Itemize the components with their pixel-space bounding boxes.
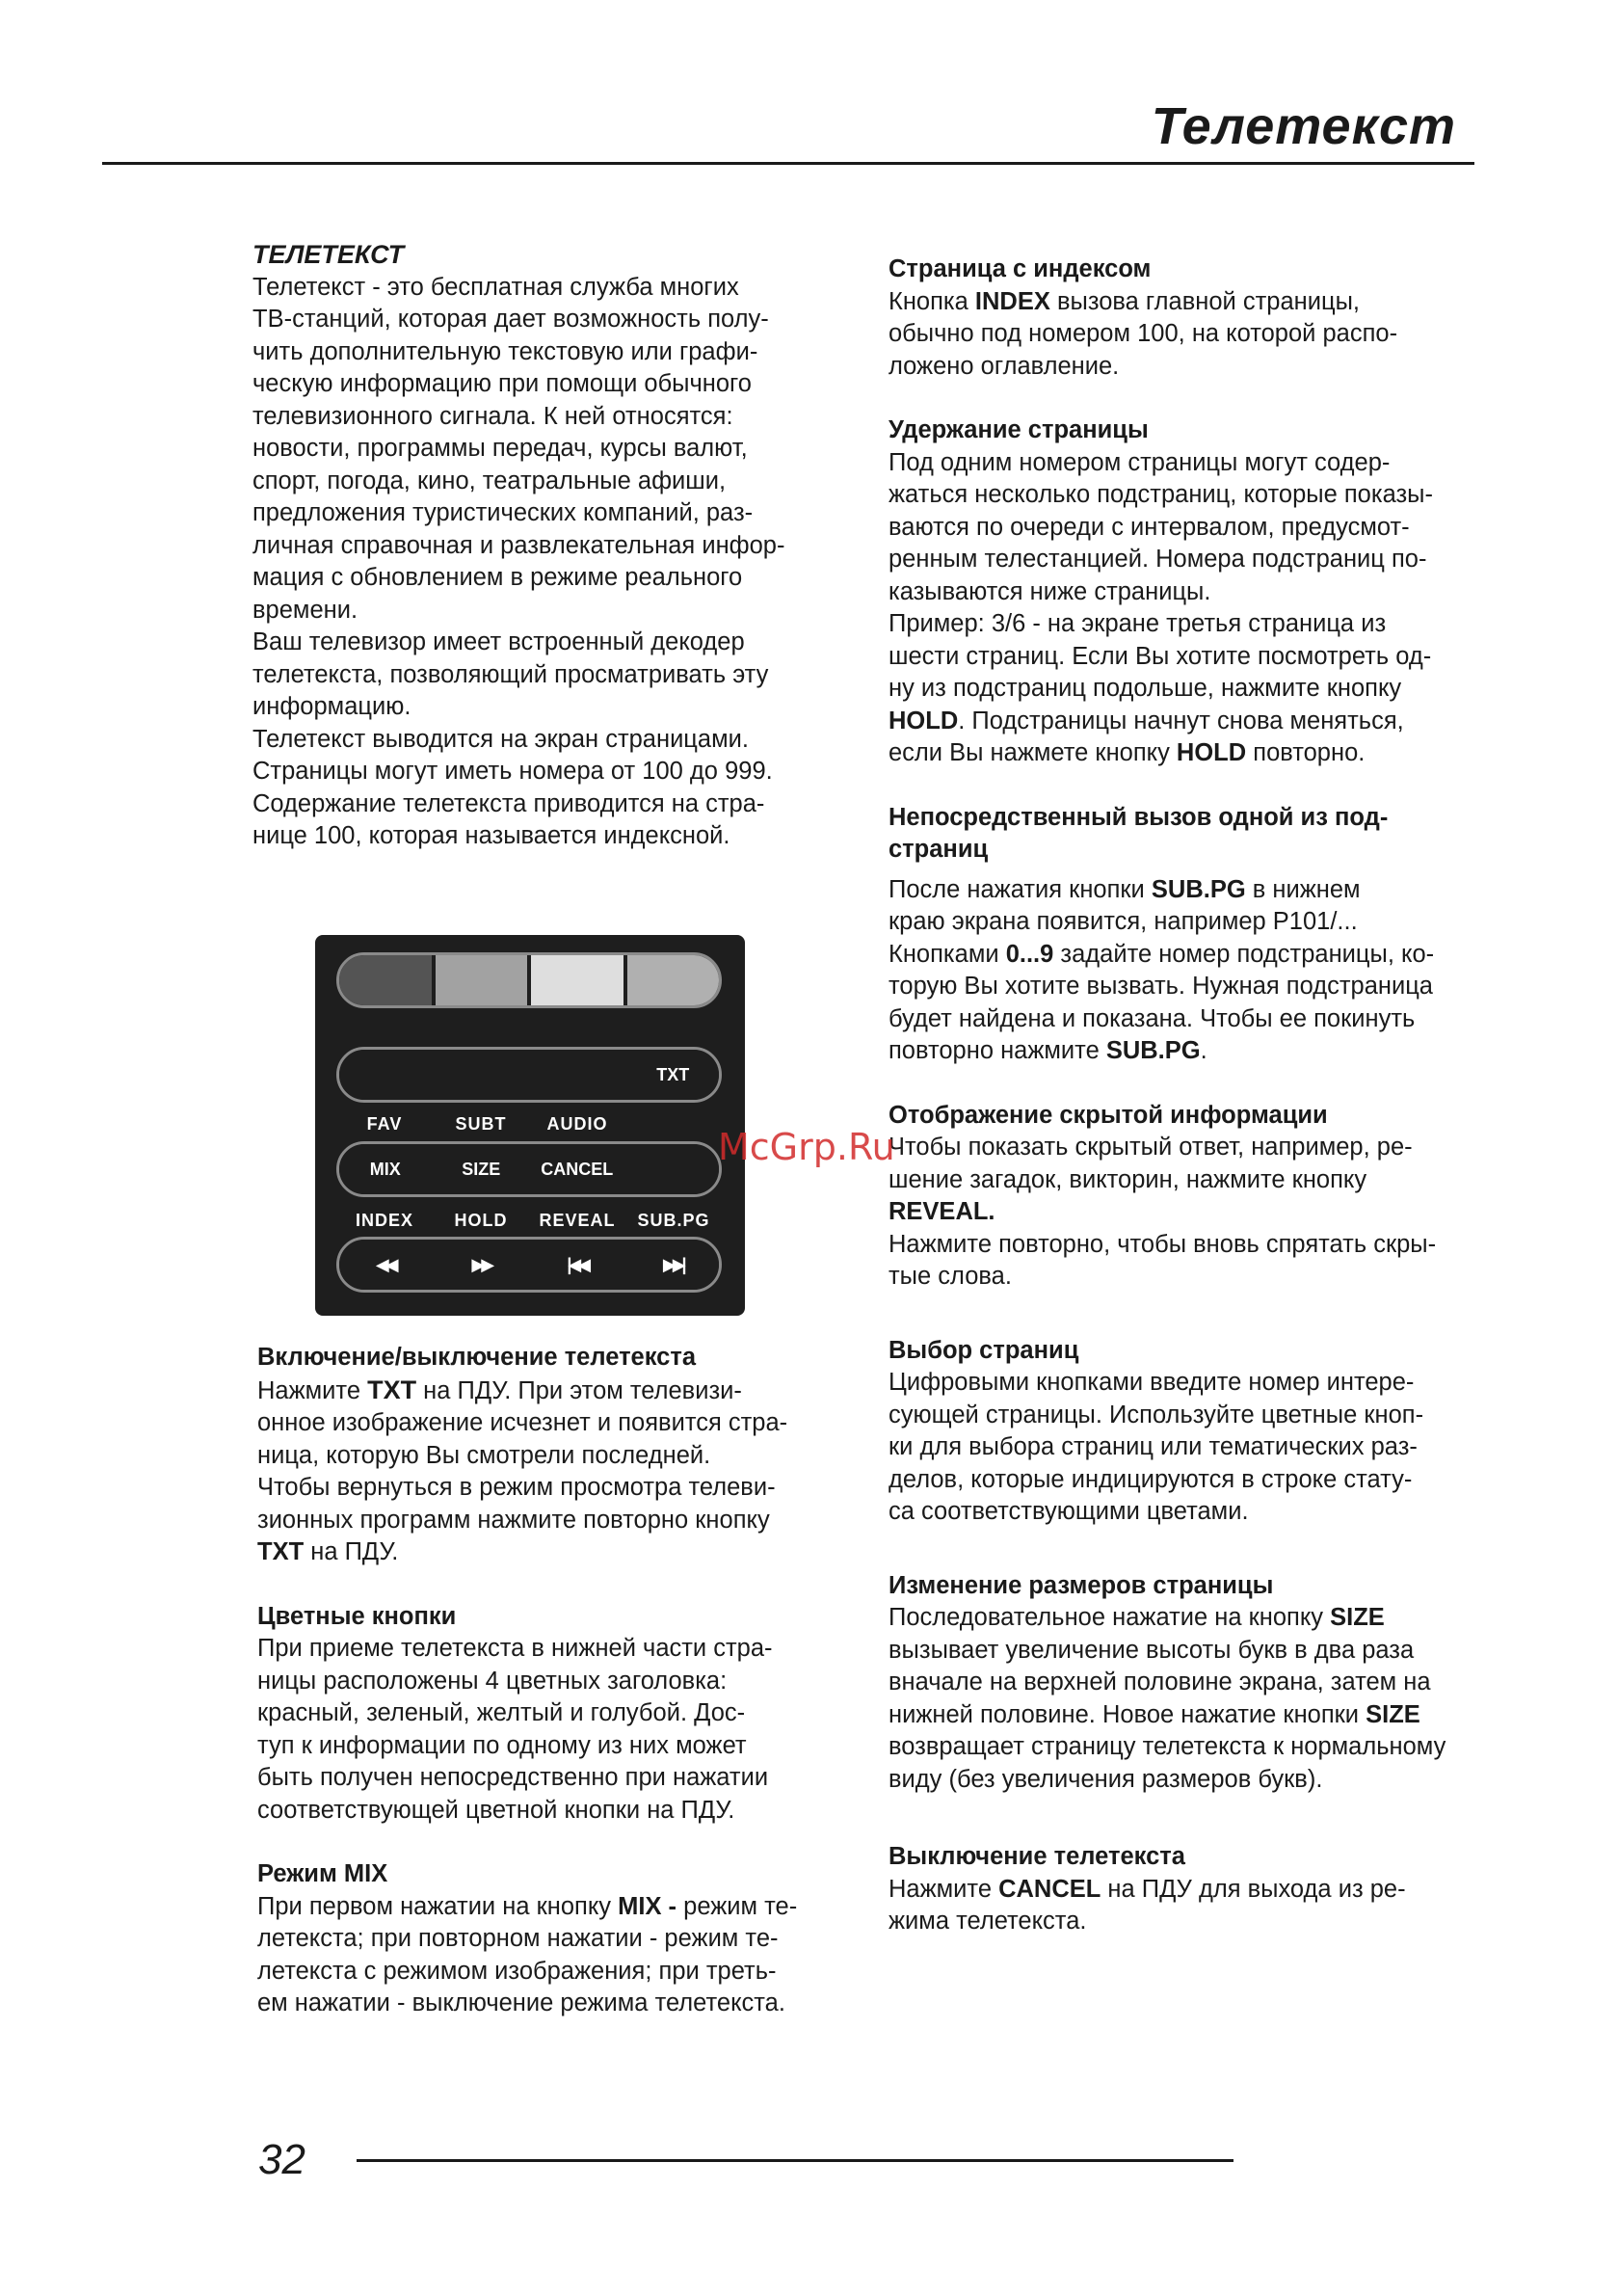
text-line: красный, зеленый, желтый и голубой. Дос- <box>257 1699 746 1726</box>
text-line: Кнопка INDEX вызова главной страницы, <box>889 287 1361 315</box>
text-line: соответствующей цветной кнопки на ПДУ. <box>257 1796 735 1824</box>
section-title: ТЕЛЕТЕКСТ <box>252 240 405 269</box>
txt-key: TXT <box>627 1050 720 1100</box>
yellow-color-key <box>531 955 627 1005</box>
text-line: Телетекст выводится на экран страницами. <box>252 725 749 753</box>
page-header-title: Телетекст <box>1151 97 1456 155</box>
section-heading: страниц <box>889 836 989 863</box>
text-line: личная справочная и развлекательная инфор- <box>252 531 785 559</box>
text-line: летекста с режимом изображения; при треть- <box>257 1957 777 1985</box>
text-line: вначале на верхней половине экрана, затем на <box>889 1669 1431 1695</box>
size-key: SIZE <box>436 1144 532 1194</box>
text-line: Чтобы показать скрытый ответ, например, ре- <box>889 1134 1413 1161</box>
text-line: нижней половине. Новое нажатие кнопки SIZE <box>889 1700 1420 1728</box>
text-line: делов, которые индицируются в строке стату- <box>889 1465 1413 1493</box>
section-heading: Отображение скрытой информации <box>889 1101 1328 1129</box>
text-line: ки для выбора страниц или тематических раз- <box>889 1433 1418 1460</box>
text-line: Нажмите CANCEL на ПДУ для выхода из ре- <box>889 1875 1406 1903</box>
rewind-icon: ◀◀ <box>339 1240 436 1290</box>
section-heading: Режим MIX <box>257 1860 388 1887</box>
text-line: шести страниц. Если Вы хотите посмотреть од- <box>889 642 1432 670</box>
text-line: Нажмите повторно, чтобы вновь спрятать скры- <box>889 1230 1437 1258</box>
empty-label <box>625 1114 722 1135</box>
text-line: онное изображение исчезнет и появится стра- <box>257 1409 788 1436</box>
text-line: Последовательное нажатие на кнопку SIZE <box>889 1604 1385 1631</box>
section-heading: Выключение телетекста <box>889 1843 1185 1870</box>
cancel-key: CANCEL <box>531 1144 627 1194</box>
remote-row-3 <box>336 1237 722 1293</box>
text-line: Телетекст - это бесплатная служба многих <box>252 273 739 301</box>
text-line: туп к информации по одному из них может <box>257 1731 747 1759</box>
text-line: ем нажатии - выключение режима телетекста. <box>257 1989 785 2016</box>
fav-key <box>339 1050 436 1100</box>
color-buttons-row <box>336 952 722 1008</box>
section-heading: Выбор страниц <box>889 1336 1079 1364</box>
text-line: HOLD. Подстраницы начнут снова меняться, <box>889 707 1404 734</box>
text-line: ница, которую Вы смотрели последней. <box>257 1441 711 1469</box>
text-line: возвращает страницу телетекста к нормальному <box>889 1733 1446 1760</box>
text-line: Под одним номером страницы могут содер- <box>889 448 1391 476</box>
fast-forward-icon: ▶▶ <box>436 1240 532 1290</box>
text-line: предложения туристических компаний, раз- <box>252 499 754 526</box>
audio-label: AUDIO <box>546 1114 608 1134</box>
text-line: вызывает увеличение высоты букв в два раза <box>889 1636 1415 1664</box>
text-line: Ваш телевизор имеет встроенный декодер <box>252 628 745 655</box>
text-line: Страницы могут иметь номера от 100 до 999. <box>252 758 773 785</box>
text-line: повторно нажмите SUB.PG. <box>889 1037 1207 1064</box>
text-line: REVEAL. <box>889 1198 995 1225</box>
subt-key <box>436 1050 532 1100</box>
blank-key <box>627 1144 720 1194</box>
subt-label: SUBT <box>455 1114 507 1134</box>
watermark: McGrp.Ru <box>718 1126 895 1168</box>
text-line: торую Вы хотите вызвать. Нужная подстраница <box>889 973 1433 1000</box>
text-line: будет найдена и показана. Чтобы ее покинуть <box>889 1004 1416 1032</box>
text-line: жаться несколько подстраниц, которые показы- <box>889 481 1433 508</box>
header-rule <box>102 162 1474 165</box>
text-line: виду (без увеличения размеров букв). <box>889 1765 1323 1793</box>
section-heading: Изменение размеров страницы <box>889 1571 1274 1599</box>
text-line: мация с обновлением в режиме реального <box>252 564 743 591</box>
text-line: краю экрана появится, например P101/... <box>889 908 1358 935</box>
skip-forward-icon: ▶▶| <box>627 1240 720 1290</box>
text-line: зионных программ нажмите повторно кнопку <box>257 1506 770 1534</box>
text-line: Содержание телетекста приводится на стра- <box>252 789 765 817</box>
section-heading: Включение/выключение телетекста <box>257 1344 697 1371</box>
text-line: ницы расположены 4 цветных заголовка: <box>257 1667 728 1695</box>
remote-control-illustration <box>315 935 745 1316</box>
text-line: чить дополнительную текстовую или графи- <box>252 337 758 365</box>
text-line: новости, программы передач, курсы валют, <box>252 435 748 462</box>
skip-back-icon: |◀◀ <box>531 1240 627 1290</box>
text-line: летекста; при повторном нажатии - режим те- <box>257 1925 779 1952</box>
text-line: ложено оглавление. <box>889 352 1120 380</box>
left-column-lower <box>257 1342 855 2020</box>
text-line: ренным телестанцией. Номера подстраниц по- <box>889 546 1427 573</box>
text-line: При приеме телетекста в нижней части стра- <box>257 1635 773 1662</box>
hold-label: HOLD <box>454 1211 508 1230</box>
text-line: Кнопками 0...9 задайте номер подстраницы, ко- <box>889 940 1435 968</box>
text-line: Чтобы вернуться в режим просмотра телеви- <box>257 1474 776 1501</box>
text-line: жима телетекста. <box>889 1908 1087 1935</box>
intro-text <box>252 272 850 853</box>
blue-color-key <box>627 955 720 1005</box>
index-label: INDEX <box>355 1211 413 1230</box>
text-line: Цифровыми кнопками введите номер интере- <box>889 1369 1415 1396</box>
section-heading: Непосредственный вызов одной из под- <box>889 803 1389 831</box>
remote-row-2 <box>336 1141 722 1197</box>
footer-rule <box>357 2159 1233 2162</box>
text-line: При первом нажатии на кнопку MIX - режим те- <box>257 1892 798 1920</box>
text-line: тые слова. <box>889 1263 1012 1290</box>
audio-key <box>531 1050 627 1100</box>
text-line: ваются по очереди с интервалом, предусмот- <box>889 513 1410 541</box>
section-heading: Удержание страницы <box>889 416 1149 443</box>
remote-labels-row-1 <box>336 1114 722 1135</box>
text-line: спорт, погода, кино, театральные афиши, <box>252 467 727 494</box>
page-number: 32 <box>258 2136 305 2183</box>
text-line: TXT на ПДУ. <box>257 1538 399 1565</box>
subpg-label: SUB.PG <box>637 1211 710 1230</box>
green-color-key <box>436 955 532 1005</box>
text-line: Нажмите TXT на ПДУ. При этом телевизи- <box>257 1375 742 1404</box>
text-line: обычно под номером 100, на которой распо- <box>889 320 1398 347</box>
left-column <box>252 239 850 853</box>
text-line: времени. <box>252 596 358 624</box>
remote-labels-row-2 <box>336 1211 722 1231</box>
text-line: После нажатия кнопки SUB.PG в нижнем <box>889 875 1361 903</box>
text-line: быть получен непосредственно при нажатии <box>257 1764 769 1791</box>
text-line: ческую информацию при помощи обычного <box>252 370 752 397</box>
reveal-label: REVEAL <box>539 1211 616 1230</box>
section-heading: Цветные кнопки <box>257 1602 457 1630</box>
section-heading: Страница с индексом <box>889 255 1152 282</box>
red-color-key <box>339 955 436 1005</box>
text-line: казываются ниже страницы. <box>889 577 1211 605</box>
remote-row-1 <box>336 1047 722 1103</box>
fav-label: FAV <box>366 1114 403 1134</box>
text-line: нице 100, которая называется индексной. <box>252 822 730 849</box>
text-line: Пример: 3/6 - на экране третья страница из <box>889 610 1387 637</box>
mix-key: MIX <box>339 1144 436 1194</box>
text-line: шение загадок, викторин, нажмите кнопку <box>889 1165 1367 1193</box>
text-line: телевизионного сигнала. К ней относятся: <box>252 402 733 430</box>
text-line: ТВ-станций, которая дает возможность полу- <box>252 306 769 333</box>
text-line: если Вы нажмете кнопку HOLD повторно. <box>889 739 1366 766</box>
text-line: информацию. <box>252 693 411 720</box>
right-column <box>889 254 1525 1938</box>
text-line: ну из подстраниц подольше, нажмите кнопку <box>889 675 1402 702</box>
text-line: са соответствующими цветами. <box>889 1498 1249 1525</box>
text-line: сующей страницы. Используйте цветные кноп- <box>889 1401 1424 1428</box>
text-line: телетекста, позволяющий просматривать эту <box>252 660 769 688</box>
